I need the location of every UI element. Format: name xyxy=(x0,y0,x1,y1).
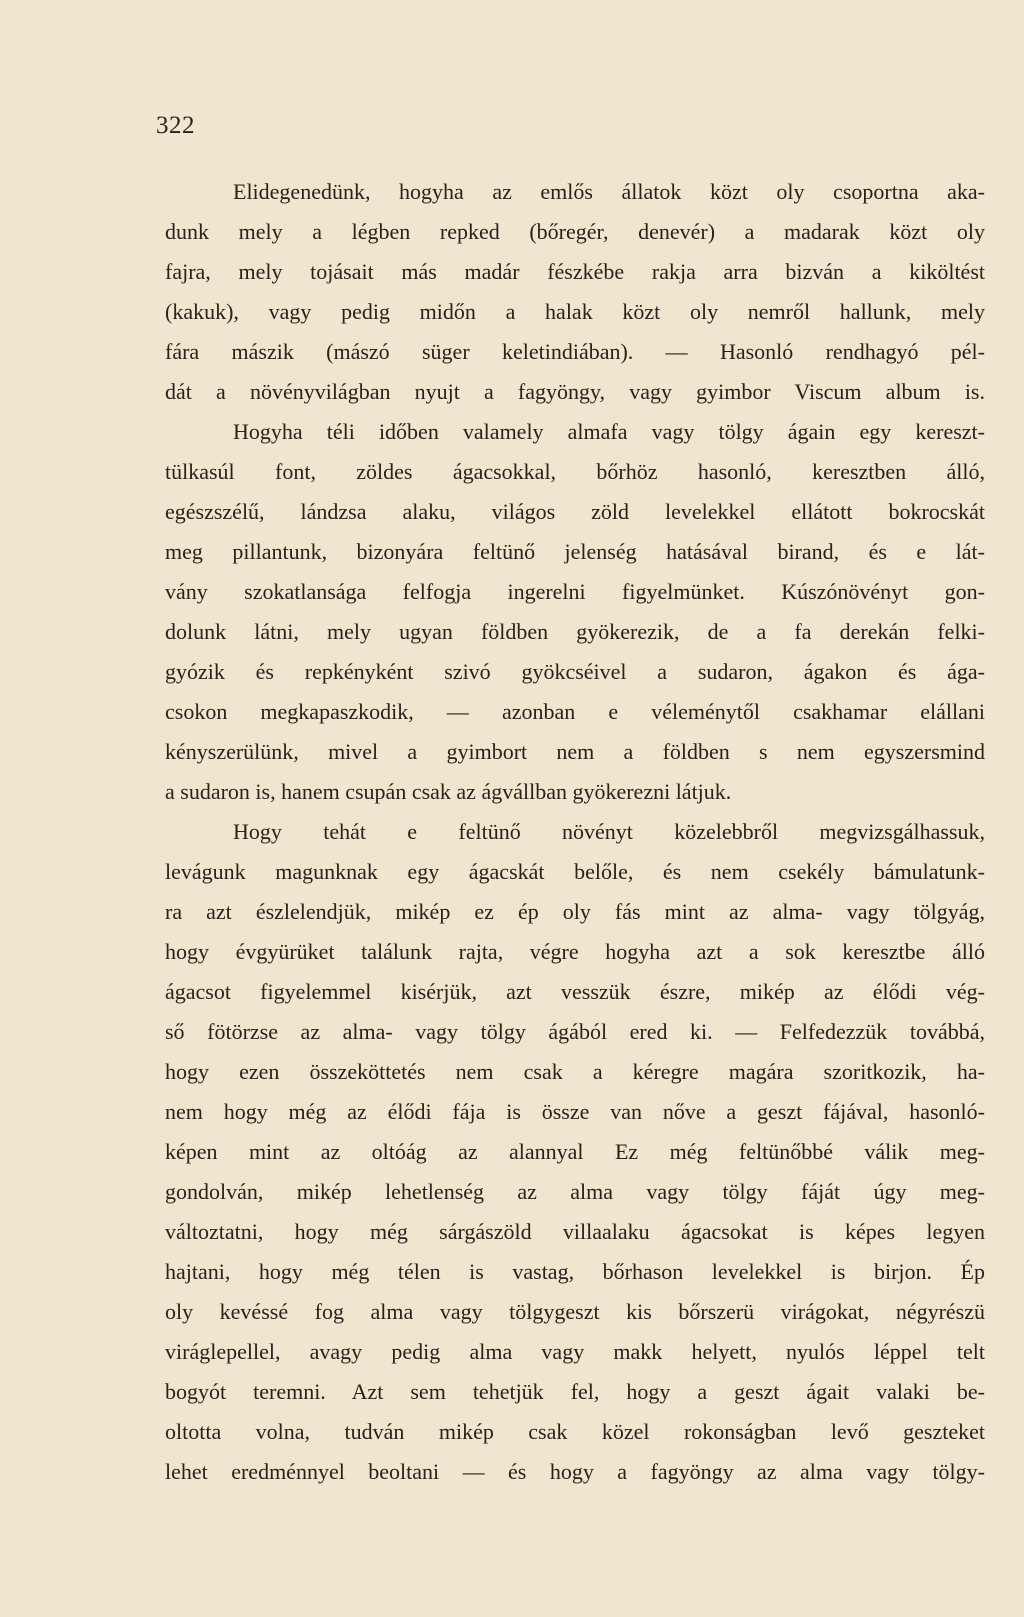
text-line: hogy ezen összeköttetés nem csak a kéregre magára szoritkozik, ha- xyxy=(165,1059,985,1084)
text-line: Elidegenedünk, hogyha az emlős állatok közt oly csoportna aka- xyxy=(233,179,985,204)
page-number: 322 xyxy=(156,112,195,139)
text-line: ső fötörzse az alma- vagy tölgy ágából ered ki. — Felfedezzük továbbá, xyxy=(165,1019,985,1044)
text-line: Hogy tehát e feltünő növényt közelebbről megvizsgálhassuk, xyxy=(233,819,985,844)
text-line: ra azt észlelendjük, mikép ez ép oly fás mint az alma- vagy tölgyág, xyxy=(165,899,985,924)
text-line: gyózik és repkényként szivó gyökcséivel a sudaron, ágakon és ága- xyxy=(165,659,985,684)
text-line: dát a növényvilágban nyujt a fagyöngy, vagy gyimbor Viscum album is. xyxy=(165,379,985,404)
text-line: dolunk látni, mely ugyan földben gyökerezik, de a fa derekán felki- xyxy=(165,619,985,644)
text-line: ágacsot figyelemmel kisérjük, azt vesszük észre, mikép az élődi vég- xyxy=(165,979,985,1004)
text-line: egészszélű, lándzsa alaku, világos zöld levelekkel ellátott bokrocskát xyxy=(165,499,985,524)
text-line: vány szokatlansága felfogja ingerelni figyelmünket. Kúszónövényt gon- xyxy=(165,579,985,604)
text-line: kényszerülünk, mivel a gyimbort nem a földben s nem egyszersmind xyxy=(165,739,985,764)
text-line: fajra, mely tojásait más madár fészkébe rakja arra bizván a kiköltést xyxy=(165,259,985,284)
text-line: hogy évgyürüket találunk rajta, végre hogyha azt a sok keresztbe álló xyxy=(165,939,985,964)
text-line: fára mászik (mászó süger keletindiában). — Hasonló rendhagyó pél- xyxy=(165,339,985,364)
text-line: levágunk magunknak egy ágacskát belőle, és nem csekély bámulatunk- xyxy=(165,859,985,884)
text-line: viráglepellel, avagy pedig alma vagy makk helyett, nyulós léppel telt xyxy=(165,1339,985,1364)
text-line: a sudaron is, hanem csupán csak az ágvállban gyökerezni látjuk. xyxy=(165,779,732,804)
text-line: képen mint az oltóág az alannyal Ez még feltünőbbé válik meg- xyxy=(165,1139,985,1164)
text-line: oly kevéssé fog alma vagy tölgygeszt kis bőrszerü virágokat, négyrészü xyxy=(165,1299,985,1324)
text-line: meg pillantunk, bizonyára feltünő jelenség hatásával birand, és e lát- xyxy=(165,539,985,564)
text-line: dunk mely a légben repked (bőregér, denevér) a madarak közt oly xyxy=(165,219,985,244)
text-line: nem hogy még az élődi fája is össze van nőve a geszt fájával, hasonló- xyxy=(165,1099,985,1124)
text-line: Hogyha téli időben valamely almafa vagy tölgy ágain egy kereszt- xyxy=(233,419,985,444)
text-line: tülkasúl font, zöldes ágacsokkal, bőrhöz hasonló, keresztben álló, xyxy=(165,459,985,484)
text-line: (kakuk), vagy pedig midőn a halak közt oly nemről hallunk, mely xyxy=(165,299,985,324)
text-line: gondolván, mikép lehetlenség az alma vagy tölgy fáját úgy meg- xyxy=(165,1179,985,1204)
text-line: bogyót teremni. Azt sem tehetjük fel, hogy a geszt ágait valaki be- xyxy=(165,1379,985,1404)
text-line: hajtani, hogy még télen is vastag, bőrhason levelekkel is birjon. Ép xyxy=(165,1259,985,1284)
text-line: csokon megkapaszkodik, — azonban e véleménytől csakhamar elállani xyxy=(165,699,985,724)
text-line: lehet eredménnyel beoltani — és hogy a fagyöngy az alma vagy tölgy- xyxy=(165,1459,985,1484)
text-line: oltotta volna, tudván mikép csak közel rokonságban levő geszteket xyxy=(165,1419,985,1444)
text-line: változtatni, hogy még sárgászöld villaalaku ágacsokat is képes legyen xyxy=(165,1219,985,1244)
